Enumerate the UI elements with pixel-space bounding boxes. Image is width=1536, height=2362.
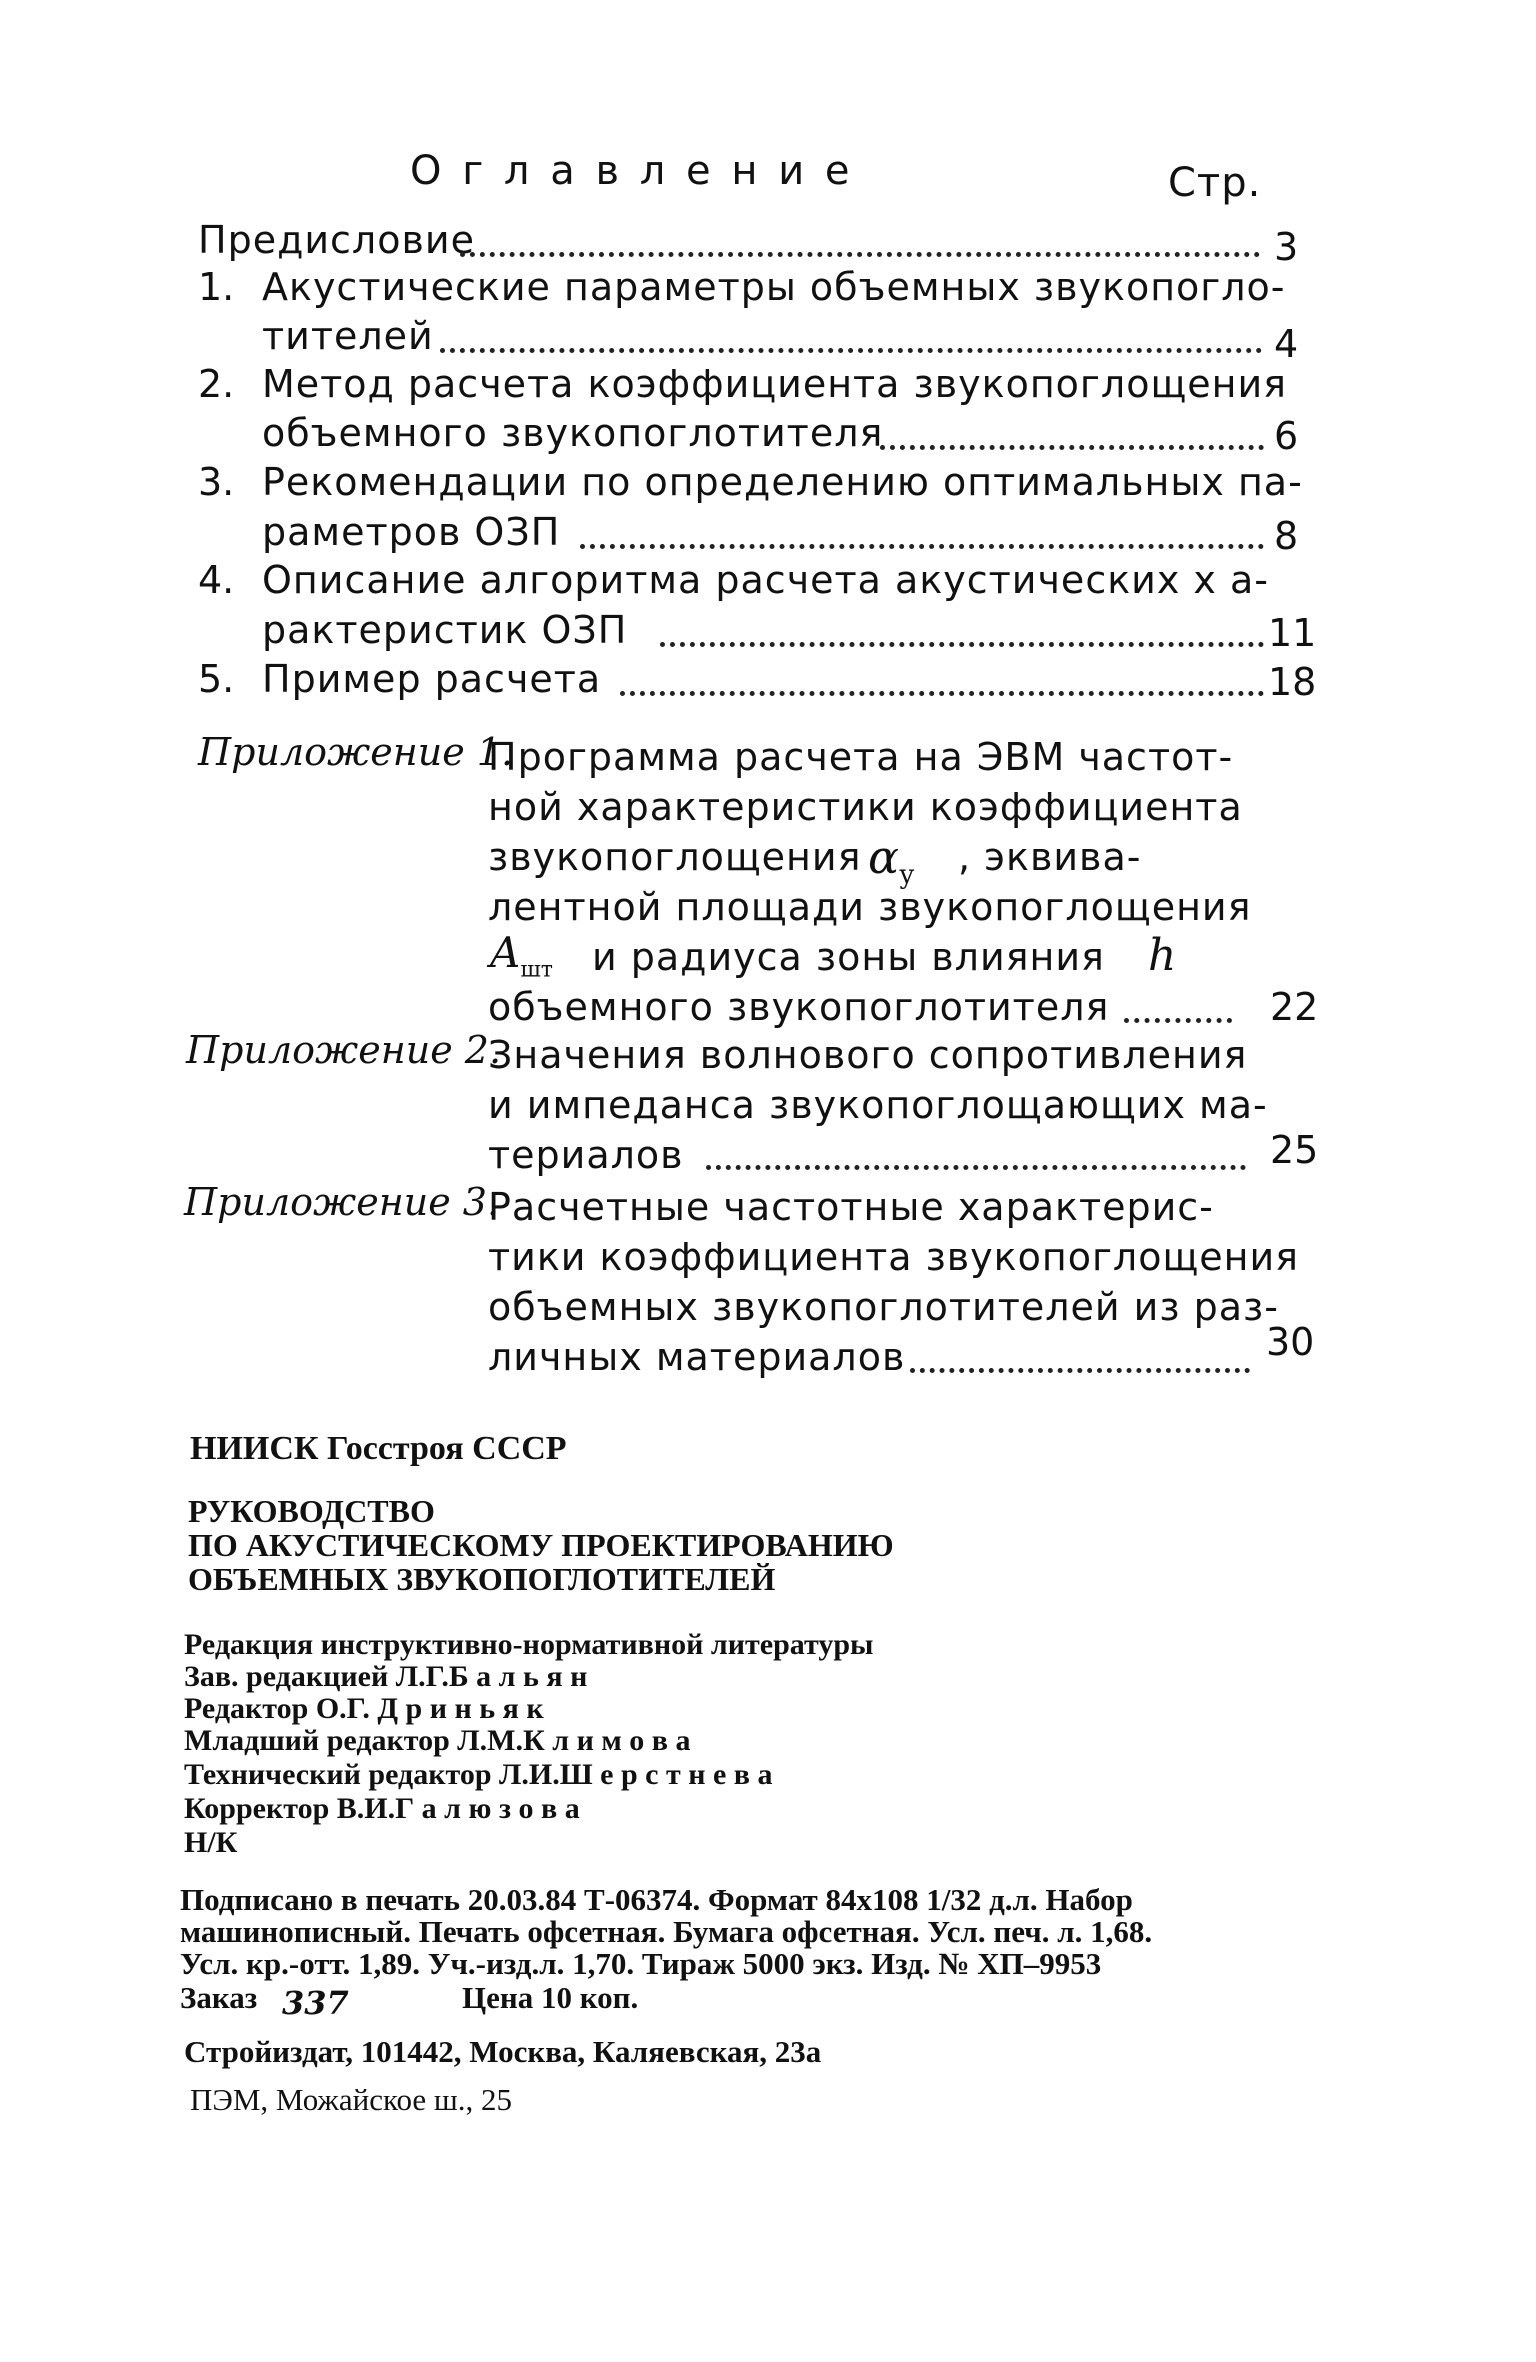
toc-page-number: 18	[1268, 660, 1317, 704]
toc-page-number: 3	[1274, 225, 1299, 269]
toc-section-number: 1.	[198, 265, 235, 309]
toc-section-number: 5.	[198, 657, 235, 701]
appendix-text-line: Программа расчета на ЭВМ частот-	[488, 735, 1234, 779]
print-details-line: Подписано в печать 20.03.84 Т-06374. Формат 84х108 1/32 д.л. Набор	[180, 1882, 1133, 1917]
toc-page-number: 25	[1270, 1128, 1319, 1172]
staff-line: Зав. редакцией Л.Г.Б а л ь я н	[184, 1660, 588, 1693]
staff-line: Редактор О.Г. Д р и н ь я к	[184, 1692, 544, 1725]
appendix-text-line: объемного звукопоглотителя	[488, 985, 1110, 1029]
toc-section-title-cont: рактеристик ОЗП	[262, 608, 628, 652]
appendix-label: Приложение 2.	[186, 1028, 502, 1072]
toc-preface-label: Предисловие	[198, 218, 475, 262]
alpha-symbol: $\alpha_у$	[868, 830, 915, 891]
toc-page-number: 8	[1274, 514, 1299, 558]
staff-line: Корректор В.И.Г а л ю з о в а	[184, 1792, 580, 1825]
toc-section-title-cont: объемного звукопоглотителя	[262, 411, 884, 455]
toc-section-number: 3.	[198, 460, 235, 504]
a-sht-symbol: $A_{шт}$	[490, 928, 553, 983]
toc-leader	[660, 642, 1264, 647]
appendix-text-line: тики коэффициента звукопоглощения	[488, 1235, 1300, 1279]
toc-heading: О г л а в л е н и е	[410, 148, 854, 194]
printer-address: ПЭМ, Можайское ш., 25	[190, 2082, 512, 2117]
toc-leader	[580, 544, 1264, 549]
toc-section-title: Описание алгоритма расчета акустических х а-	[262, 558, 1269, 602]
appendix-text-line: Расчетные частотные характерис-	[488, 1185, 1214, 1229]
appendix-text-line: звукопоглощения	[488, 835, 862, 879]
toc-section-title-cont: раметров ОЗП	[262, 510, 561, 554]
toc-page-number: 22	[1270, 985, 1319, 1029]
toc-section-title: Рекомендации по определению оптимальных па-	[262, 460, 1303, 504]
book-title-line: ОБЪЕМНЫХ ЗВУКОПОГЛОТИТЕЛЕЙ	[188, 1561, 776, 1597]
h-symbol: h	[1148, 930, 1177, 981]
org-name: НИИСК Госстроя СССР	[190, 1430, 567, 1467]
toc-leader	[706, 1165, 1246, 1170]
toc-section-title: Метод расчета коэффициента звукопоглощения	[262, 362, 1288, 406]
toc-page-number: 6	[1274, 414, 1299, 458]
staff-line: Редакция инструктивно-нормативной литературы	[184, 1628, 874, 1661]
print-details-line: машинописный. Печать офсетная. Бумага офсетная. Усл. печ. л. 1,68.	[180, 1914, 1153, 1949]
appendix-text-line: лентной площади звукопоглощения	[488, 885, 1252, 929]
toc-section-title: Акустические параметры объемных звукопогло-	[262, 265, 1286, 309]
toc-leader	[620, 691, 1264, 696]
appendix-text-line: объемных звукопоглотителей из раз-	[488, 1285, 1279, 1329]
toc-page-number: 30	[1266, 1320, 1315, 1364]
page-column-label: Стр.	[1168, 160, 1262, 206]
appendix-text-line: териалов	[488, 1133, 684, 1177]
toc-section-title-cont: тителей	[262, 314, 434, 358]
staff-line: Н/К	[184, 1826, 238, 1859]
toc-leader	[460, 252, 1260, 257]
print-details-line: Усл. кр.-отт. 1,89. Уч.-изд.л. 1,70. Тираж 5000 экз. Изд. № ХП–9953	[180, 1946, 1102, 1981]
appendix-label: Приложение 3.	[184, 1180, 500, 1224]
appendix-text-line: личных материалов	[488, 1335, 906, 1379]
publisher-address: Стройиздат, 101442, Москва, Каляевская, 23а	[184, 2034, 822, 2069]
toc-page-number: 11	[1268, 611, 1317, 655]
order-number-handwritten: 337	[282, 1984, 349, 2022]
toc-page-number: 4	[1274, 322, 1299, 366]
order-label: Заказ	[180, 1980, 258, 2015]
appendix-text-line: и радиуса зоны влияния	[592, 935, 1105, 979]
toc-section-title: Пример расчета	[262, 657, 602, 701]
appendix-text-line: Значения волнового сопротивления	[488, 1033, 1248, 1077]
toc-section-number: 2.	[198, 362, 235, 406]
price: Цена 10 коп.	[462, 1980, 639, 2015]
toc-leader	[910, 1368, 1250, 1373]
toc-leader	[1124, 1018, 1232, 1023]
staff-line: Технический редактор Л.И.Ш е р с т н е в а	[184, 1758, 773, 1791]
toc-leader	[880, 445, 1264, 450]
book-title-line: ПО АКУСТИЧЕСКОМУ ПРОЕКТИРОВАНИЮ	[188, 1527, 894, 1563]
appendix-text-line: ной характеристики коэффициента	[488, 785, 1243, 829]
toc-section-number: 4.	[198, 558, 235, 602]
appendix-label: Приложение 1.	[198, 730, 514, 774]
book-title-line: РУКОВОДСТВО	[188, 1493, 435, 1529]
toc-leader	[440, 348, 1262, 353]
appendix-text-line: и импеданса звукопоглощающих ма-	[488, 1083, 1268, 1127]
appendix-text-line: , эквива-	[958, 835, 1142, 879]
staff-line: Младший редактор Л.М.К л и м о в а	[184, 1724, 691, 1757]
